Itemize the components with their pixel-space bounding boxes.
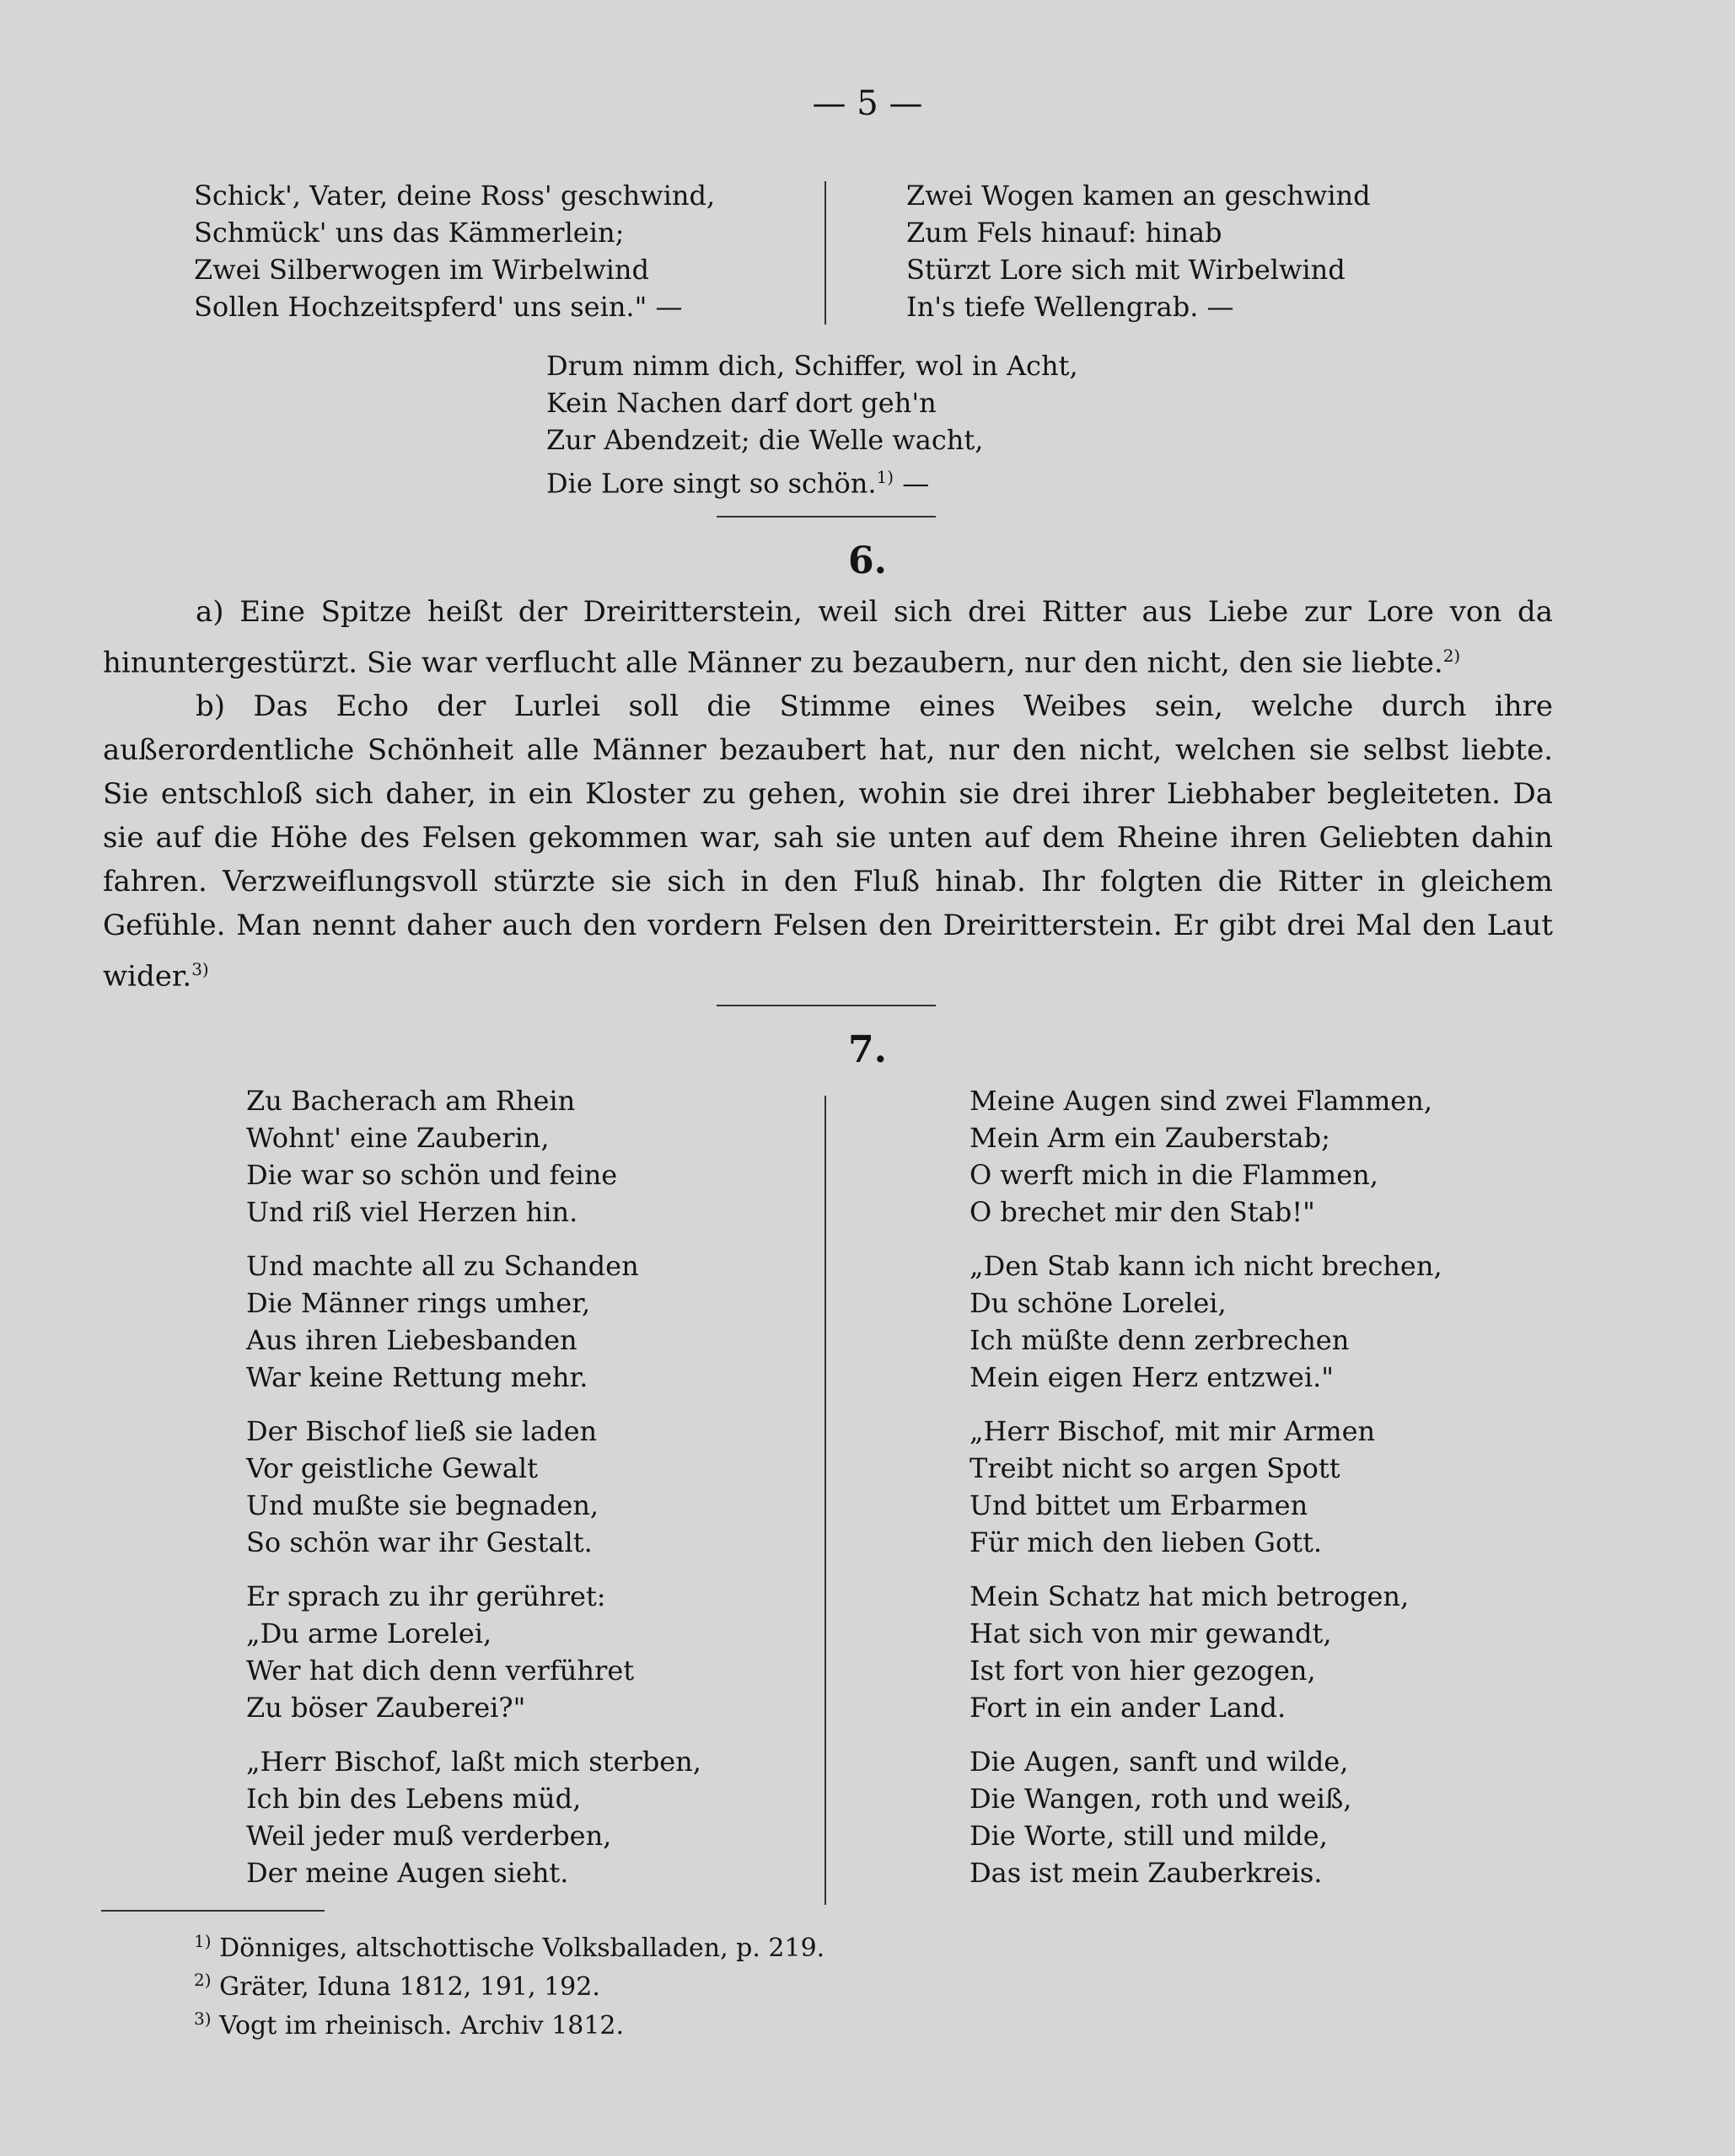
verse-line: Mein Arm ein Zauberstab;: [970, 1122, 1330, 1154]
column-divider: [825, 181, 826, 324]
verse-line: Zu böser Zauberei?": [246, 1692, 526, 1724]
verse-line: Aus ihren Liebesbanden: [246, 1324, 577, 1356]
section-7-right-column: [970, 1082, 1442, 1891]
verse-line: Und bittet um Erbarmen: [970, 1489, 1308, 1521]
verse-line-with-footnote: Die Lore singt so schön.$^{1)}$ —: [546, 467, 930, 500]
verse-line: Der meine Augen sieht.: [246, 1857, 569, 1889]
verse-line: Die war so schön und feine: [246, 1159, 618, 1191]
top-left-stanza: [194, 177, 715, 325]
verse-line: Der Bischof ließ sie laden: [246, 1415, 598, 1447]
verse-line: Zum Fels hinauf: hinab: [906, 217, 1222, 249]
footnote: $^{2)}$ Gräter, Iduna 1812, 191, 192.: [194, 1970, 600, 2002]
verse-line: O werft mich in die Flammen,: [970, 1159, 1378, 1191]
section-7-left-column: [246, 1082, 701, 1891]
verse-line: Zu Bacherach am Rhein: [246, 1085, 576, 1117]
verse-line: Er sprach zu ihr gerühret:: [246, 1580, 606, 1612]
section-6-text: [103, 590, 1553, 999]
section-number-7: 7.: [848, 1028, 887, 1071]
verse-line: Das ist mein Zauberkreis.: [970, 1857, 1323, 1889]
verse-line: Drum nimm dich, Schiffer, wol in Acht,: [546, 350, 1078, 382]
footnote-ref: 3): [191, 959, 209, 980]
section-number-6: 6.: [848, 539, 887, 582]
verse-line: Treibt nicht so argen Spott: [970, 1452, 1340, 1484]
verse-line: Ich müßte denn zerbrechen: [970, 1324, 1350, 1356]
verse-line: Mein eigen Herz entzwei.": [970, 1361, 1334, 1393]
verse-line: O brechet mir den Stab!": [970, 1196, 1315, 1228]
verse-line: Und mußte sie begnaden,: [246, 1489, 599, 1521]
verse-line: Zwei Silberwogen im Wirbelwind: [194, 254, 649, 286]
verse-line: Und riß viel Herzen hin.: [246, 1196, 578, 1228]
footnote-ref: 2): [1442, 646, 1461, 666]
verse-line: Ist fort von hier gezogen,: [970, 1655, 1316, 1687]
footnote: $^{3)}$ Vogt im rheinisch. Archiv 1812.: [194, 2009, 625, 2041]
top-right-stanza: [906, 177, 1371, 325]
verse-line: Du schöne Lorelei,: [970, 1287, 1227, 1319]
verse-line: Vor geistliche Gewalt: [246, 1452, 539, 1484]
section-separator: [717, 516, 936, 518]
verse-line: „Du arme Lorelei,: [246, 1617, 492, 1649]
verse-line: Für mich den lieben Gott.: [970, 1526, 1323, 1558]
footnote-ref: 1): [876, 467, 894, 487]
verse-line: In's tiefe Wellengrab. —: [906, 291, 1234, 323]
verse-line: So schön war ihr Gestalt.: [246, 1526, 593, 1558]
verse-line: Die Wangen, roth und weiß,: [970, 1783, 1352, 1815]
verse-line: Ich bin des Lebens müd,: [246, 1783, 582, 1815]
footnote: $^{1)}$ Dönniges, altschottische Volksballaden, p. 219.: [194, 1931, 825, 1963]
page-number: — 5 —: [812, 84, 923, 123]
verse-line: Mein Schatz hat mich betrogen,: [970, 1580, 1410, 1612]
verse-line: War keine Rettung mehr.: [246, 1361, 588, 1393]
verse-line: Weil jeder muß verderben,: [246, 1820, 612, 1852]
verse-line: Wer hat dich denn verführet: [246, 1655, 635, 1687]
verse-line: Stürzt Lore sich mit Wirbelwind: [906, 254, 1346, 286]
verse-line: Zur Abendzeit; die Welle wacht,: [546, 424, 984, 456]
verse-line: „Herr Bischof, laßt mich sterben,: [246, 1746, 701, 1778]
verse-line: Meine Augen sind zwei Flammen,: [970, 1085, 1433, 1117]
paragraph-b: b) Das Echo der Lurlei soll die Stimme eines Weibes sein, welche durch ihre außerordentliche Schönheit alle Männer bezaubert hat, nur den nicht, welchen sie selbst liebte. Sie entschloß sich daher, in ein Kloster zu gehen, wohin sie drei ihrer Liebhaber begleiteten. Da sie auf die Höhe des Felsen gekommen war, sah sie unten auf dem Rheine ihren Geliebten dahin fahren. Verzweiflungsvoll stürzte sie sich in den Fluß hinab. Ihr folgten die Ritter in gleichem Gefühle. Man nennt daher auch den vordern Felsen den Dreiritterstein. Er gibt drei Mal den Laut wider.$^{3)}$: [103, 689, 1553, 994]
verse-line: Kein Nachen darf dort geh'n: [546, 387, 937, 419]
verse-line: „Herr Bischof, mit mir Armen: [970, 1415, 1376, 1447]
verse-line: Hat sich von mir gewandt,: [970, 1617, 1332, 1649]
paragraph-a: a) Eine Spitze heißt der Dreiritterstein, weil sich drei Ritter aus Liebe zur Lore von da hinuntergestürzt. Sie war verflucht alle Männer zu bezaubern, nur den nicht, den sie liebte.$^{2)}$: [103, 595, 1553, 680]
verse-line: Sollen Hochzeitspferd' uns sein." —: [194, 291, 683, 323]
verse-line: Fort in ein ander Land.: [970, 1692, 1286, 1724]
section-separator: [717, 1005, 936, 1006]
verse-line: „Den Stab kann ich nicht brechen,: [970, 1250, 1442, 1282]
verse-line: Und machte all zu Schanden: [246, 1250, 639, 1282]
footnotes: [194, 1922, 825, 2041]
verse-line: Die Männer rings umher,: [246, 1287, 591, 1319]
verse-line: Die Augen, sanft und wilde,: [970, 1746, 1349, 1778]
closing-stanza: [546, 347, 1078, 500]
verse-line: Wohnt' eine Zauberin,: [246, 1122, 550, 1154]
verse-line: Schmück' uns das Kämmerlein;: [194, 217, 625, 249]
verse-line: Zwei Wogen kamen an geschwind: [906, 180, 1371, 212]
verse-line: Schick', Vater, deine Ross' geschwind,: [194, 180, 716, 212]
footnote-separator: [101, 1910, 325, 1912]
column-divider: [825, 1096, 826, 1905]
verse-line: Die Worte, still und milde,: [970, 1820, 1328, 1852]
